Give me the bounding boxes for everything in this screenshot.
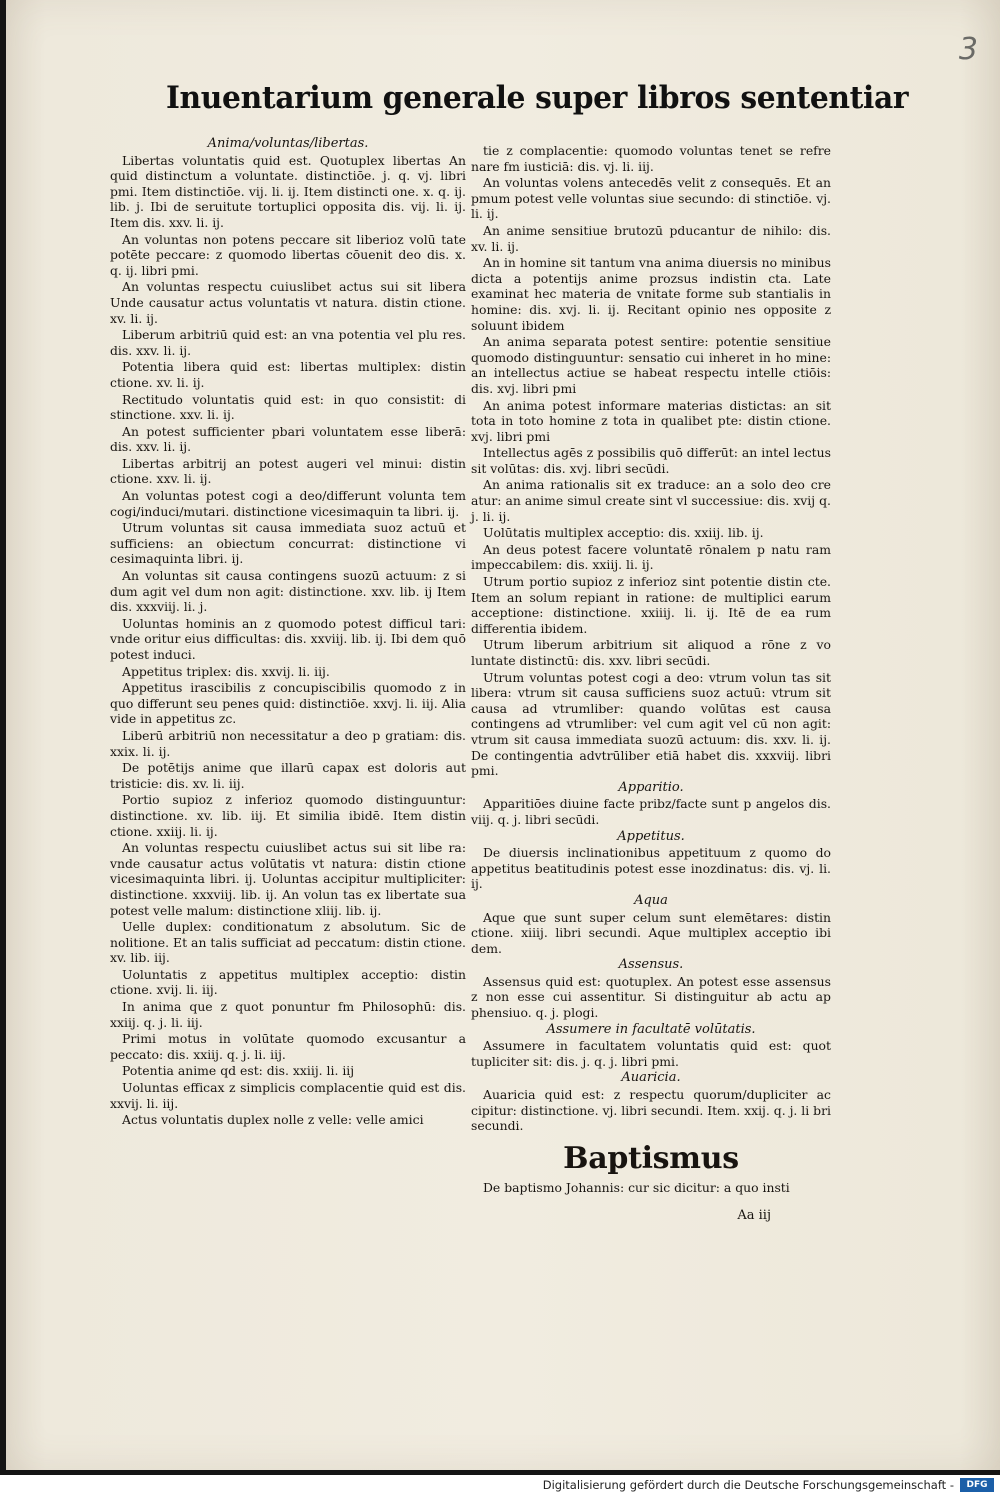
index-entry: De diuersis inclinationibus appetituum z quomo do appetitus beatitudinis potest esse inozdinatus: dis. vj. li. ij. [471, 845, 831, 892]
section-heading: Assensus. [618, 957, 684, 973]
section-heading: Baptismus [563, 1140, 739, 1176]
index-entry: An in homine sit tantum vna anima diuersis no minibus dicta a potentijs anime prozsus indistin cta. Late examinat hec materia de vnitate forme sub stantialis in homine: dis. xvj. li. ij. Recitant opinio nes opposite z soluunt ibidem [471, 255, 831, 333]
index-entry: Aque que sunt super celum sunt elemētares: distin ctione. xiiij. libri secundi. Aque multiplex acceptio ibi dem. [471, 909, 831, 956]
index-entry: Utrum portio supioz z inferioz sint potentie distin cte. Item an solum repiant in ratione: de multiplici earum acceptione: distinctione. xxiiij. li. ij. Itē de ea rum differentia ibidem. [471, 574, 831, 636]
index-entry: Primi motus in volūtate quomodo excusantur a peccato: dis. xxiij. q. j. li. iij. [110, 1031, 466, 1062]
signature-mark: Aa iij [737, 1208, 771, 1224]
index-entry: Appetitus irascibilis z concupiscibilis quomodo z in quo differunt seu penes quid: distinctiōe. xxvj. li. iij. Alia vide in appetitus zc. [110, 680, 466, 727]
index-entry: Apparitiōes diuine facte pribz/facte sunt p angelos dis. viij. q. j. libri secūdi. [471, 796, 831, 827]
index-entry: Rectitudo voluntatis quid est: in quo consistit: di stinctione. xxv. li. ij. [110, 391, 466, 423]
section-heading: Assumere in facultatē volūtatis. [546, 1021, 756, 1037]
index-entry: Uolūtatis multiplex acceptio: dis. xxiij. lib. ij. [483, 525, 764, 541]
index-entry: An voluntas respectu cuiuslibet actus sui sit libe ra: vnde causatur actus volūtatis vt natura: distin ctione vicesimaquinta libri. ij. Uoluntas accipitur multipliciter: distinctione. xxxviij. lib. ij. An volun tas ex libertate sua potest velle malum: distinctione xliij. lib. ij. [110, 840, 466, 918]
section-heading: Auaricia. [621, 1070, 681, 1086]
index-entry: Assensus quid est: quotuplex. An potest esse assensus z non esse cui assentitur. Si distinguitur ab actu ap phensiuo. q. j. plogi. [471, 973, 831, 1021]
index-entry: Liberū arbitriū non necessitatur a deo p gratiam: dis. xxix. li. ij. [110, 727, 466, 759]
index-entry: Potentia anime qd est: dis. xxiij. li. iij [122, 1063, 355, 1079]
index-entry: Liberum arbitriū quid est: an vna potentia vel plu res. dis. xxv. li. ij. [110, 327, 466, 358]
index-entry: Libertas voluntatis quid est. Quotuplex libertas An quid distinctum a voluntate. distinctiōe. j. q. vj. libri pmi. Item distinctiōe. vij. li. ij. Item distincti one. x. q. ij. lib. j. Ibi de seruitute tortuplici opposita dis. vij. li. ij. Item dis. xxv. li. ij. [110, 152, 466, 230]
index-entry: Utrum voluntas sit causa immediata suoz actuū et sufficiens: an obiectum concurrat: distinctione vi cesimaquinta libri. ij. [110, 520, 466, 567]
index-entry: An deus potest facere voluntatē rōnalem p natu ram impeccabilem: dis. xxiij. li. ij. [471, 541, 831, 573]
index-entry: An voluntas respectu cuiuslibet actus sui sit libera Unde causatur actus voluntatis vt natura. distin ctione. xv. li. ij. [110, 279, 466, 326]
index-entry: Auaricia quid est: z respectu quorum/dupliciter ac cipitur: distinctione. vj. libri secundi. Item. xxij. q. j. li bri secundi. [471, 1087, 831, 1134]
footer-bar [0, 1475, 1000, 1495]
index-entry: Assumere in facultatem voluntatis quid est: quot tupliciter sit: dis. j. q. j. libri pmi. [471, 1038, 831, 1069]
page-title: Inuentarium generale super libros sententiar [166, 80, 909, 116]
index-entry: Uoluntas hominis an z quomodo potest difficul tari: vnde oritur eius difficultas: dis. xxviij. lib. ij. Ibi dem quō potest induci. [110, 615, 466, 662]
index-entry: In anima que z quot ponuntur fm Philosophū: dis. xxiij. q. j. li. iij. [110, 999, 466, 1030]
index-entry: An voluntas volens antecedēs velit z consequēs. Et an pmum potest velle voluntas siue secundo: di stinctiōe. vj. li. ij. [471, 175, 831, 222]
index-entry: Appetitus triplex: dis. xxvij. li. iij. [122, 663, 330, 679]
index-entry: Libertas arbitrij an potest augeri vel minui: distin ctione. xxv. li. ij. [110, 455, 466, 487]
index-entry: An voluntas potest cogi a deo/differunt volunta tem cogi/induci/mutari. distinctione vicesimaquin ta libri. ij. [110, 488, 466, 519]
index-entry: An voluntas sit causa contingens suozū actuum: z si dum agit vel dum non agit: distinctione. xxv. lib. ij Item dis. xxxviij. li. j. [110, 568, 466, 615]
index-entry: An potest sufficienter pbari voluntatem esse liberā: dis. xxv. li. ij. [110, 423, 466, 455]
index-entry: Potentia libera quid est: libertas multiplex: distin ctione. xv. li. ij. [110, 359, 466, 390]
index-entry: An anima rationalis sit ex traduce: an a solo deo cre atur: an anime simul create sint vl successiue: dis. xvij q. j. li. ij. [471, 477, 831, 524]
index-entry: Uoluntas efficax z simplicis complacentie quid est dis. xxvij. li. iij. [110, 1080, 466, 1111]
section-heading: Anima/voluntas/libertas. [207, 136, 369, 151]
index-entry: Utrum liberum arbitrium sit aliquod a rōne z vo luntate distinctū: dis. xxv. libri secūdi. [471, 637, 831, 668]
index-entry: An anima separata potest sentire: potentie sensitiue quomodo distinguuntur: sensatio cui inheret in ho mine: an intellectus actiue se habeat respectu intelle ctiōis: dis. xvj. libri pmi [471, 334, 831, 396]
index-entry: Uoluntatis z appetitus multiplex acceptio: distin ctione. xvij. li. iij. [110, 966, 466, 998]
section-heading: Apparitio. [618, 779, 684, 795]
left-column [110, 135, 466, 1129]
index-entry: De potētijs anime que illarū capax est doloris aut tristicie: dis. xv. li. iij. [110, 760, 466, 791]
index-entry: Portio supioz z inferioz quomodo distinguuntur: distinctione. xv. lib. iij. Et similia ibidē. Item distin ctione. xxiij. li. ij. [110, 792, 466, 839]
section-heading: Appetitus. [617, 828, 685, 844]
index-entry: Actus voluntatis duplex nolle z velle: velle amici [122, 1112, 424, 1128]
document-page [6, 0, 1000, 1470]
right-column [471, 143, 831, 1237]
index-entry: Intellectus agēs z possibilis quō differūt: an intel lectus sit volūtas: dis. xvj. libri secūdi. [471, 445, 831, 476]
index-entry: tie z complacentie: quomodo voluntas tenet se refre nare fm iusticiā: dis. vj. li. iij. [471, 143, 831, 174]
folio-number: 3 [958, 32, 978, 67]
section-heading: Aqua [634, 892, 668, 908]
index-entry: Utrum voluntas potest cogi a deo: vtrum volun tas sit libera: vtrum sit causa sufficiens suoz actuū: vtrum sit causa ad vtrumliber: quando volūtas est causa contingens ad vtrumliber: vel cum agit vel cū non agit: vtrum sit causa immediata suozū actuum: dis. xxv. li. ij. De contingentia advtrūliber etiā habet dis. xxxviij. libri pmi. [471, 669, 831, 779]
index-entry: De baptismo Johannis: cur sic dicitur: a quo insti [483, 1179, 790, 1195]
index-entry: An anime sensitiue brutozū pducantur de nihilo: dis. xv. li. ij. [471, 222, 831, 254]
footer-credit: Digitalisierung gefördert durch die Deutsche Forschungsgemeinschaft - [542, 1478, 954, 1492]
dfg-logo: DFG [960, 1478, 994, 1492]
index-entry: An anima potest informare materias distictas: an sit tota in toto homine z tota in qualibet pte: distin ctione. xvj. libri pmi [471, 397, 831, 444]
index-entry: An voluntas non potens peccare sit liberioz volū tate potēte peccare: z quomodo libertas cōuenit deo dis. x. q. ij. libri pmi. [110, 231, 466, 278]
index-entry: Uelle duplex: conditionatum z absolutum. Sic de nolitione. Et an talis sufficiat ad peccatum: distin ctione. xv. lib. iij. [110, 919, 466, 966]
